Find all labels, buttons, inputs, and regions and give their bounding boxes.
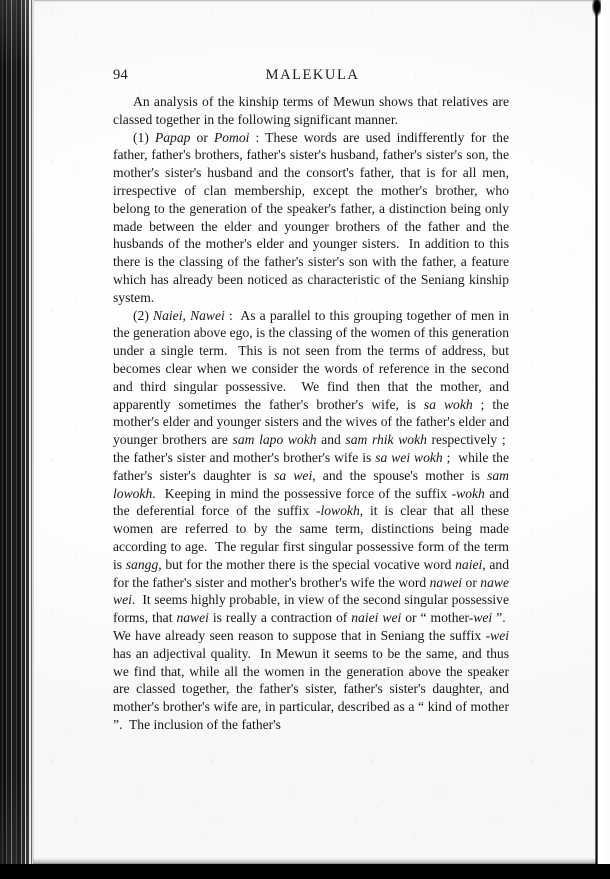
running-head-title: MALEKULA [265,67,360,83]
page-number: 94 [113,67,128,83]
scan-margin-right [598,0,610,879]
body-text-block [113,93,509,734]
scan-edge-right-blot [592,0,601,16]
page-top-edge [33,0,597,2]
paragraph-intro: An analysis of the kinship terms of Mewun shows that relatives are classed together in the following significant manner. [113,94,509,127]
running-head [113,67,508,87]
scan-edge-right [595,2,598,868]
scan-edge-bottom [0,864,610,879]
paragraph-item-2: (2) Naiei, Nawei : As a parallel to this grouping together of men in the generation above ego, is the classing of the women of this generation under a single term. This is not seen from the terms of address, but becomes clear when we consider the words of reference in the second and third singular possessive. We find then that the mother, and apparently sometimes the father's brother's wife, is sa wokh ; the mother's elder and younger sisters and the wives of the father's elder and younger brothers are sam lapo wokh and sam rhik wokh respectively ; the father's sister and mother's brother's wife is sa wei wokh ; while the father's sister's daughter is sa wei, and the spouse's mother is sam lowokh. Keeping in mind the possessive force of the suffix -wokh and the deferential force of the suffix -lowokh, it is clear that all these women are referred to by the same term, distinctions being made according to age. The regular first singular possessive form of the term is sangg, but for the mother there is the special vocative word naiei, and for the father's sister and mother's brother's wife the word nawei or nawe wei. It seems highly probable, in view of the second singular possessive forms, that nawei is really a contraction of naiei wei or “ mother-wei ”. We have already seen reason to suppose that in Seniang the suffix -wei has an adjectival quality. In Mewun it seems to be the same, and thus we find that, while all the women in the generation above the speaker are classed together, the father's sister, father's sister's daughter, and mother's brother's wife are, in particular, described as a “ kind of mother ”. The inclusion of the father's [113,307,510,732]
paragraph-item-1: (1) Papap or Pomoi : These words are used indifferently for the father, father's brothers, father's sister's husband, father's sister's son, the mother's sister's husband and the consort's father, that is for all men, irrespective of clan membership, except the mother's brother, who belong to the generation of the speaker's father, a distinction being only made between the elder and younger brothers of the father and the husbands of the mother's elder and younger sisters. In addition to this there is the classing of the father's sister's son with the father, a feature which has already been noticed as characteristic of the Seniang kinship system. [113,129,510,305]
scan-gutter-left [0,0,34,879]
